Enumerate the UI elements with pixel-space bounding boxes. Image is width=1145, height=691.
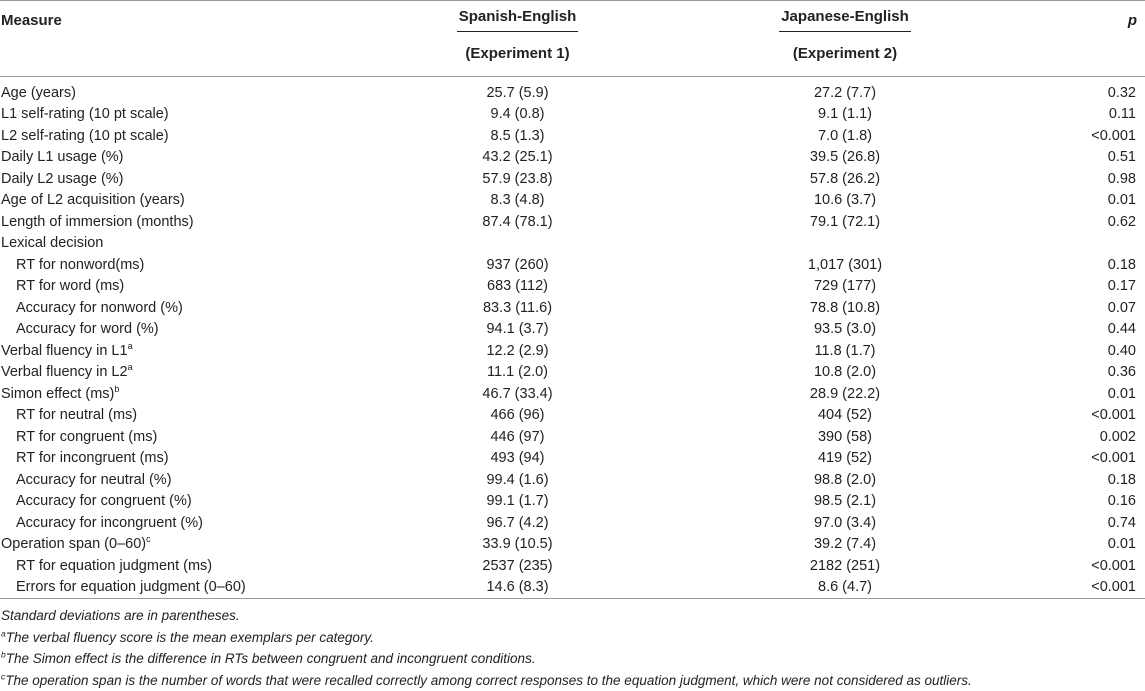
japanese-english-value: 79.1 (72.1)	[675, 211, 1015, 233]
japanese-english-value: 93.5 (3.0)	[675, 319, 1015, 341]
footnote-text: The verbal fluency score is the mean exemplars per category.	[6, 630, 374, 645]
japanese-english-value: 98.8 (2.0)	[675, 469, 1015, 491]
p-value: 0.01	[1015, 190, 1145, 212]
spanish-english-value: 8.5 (1.3)	[360, 125, 675, 147]
header-group-japanese-label: Japanese-English	[779, 8, 911, 32]
measure-label: Age of L2 acquisition (years)	[1, 192, 185, 208]
table-row	[0, 276, 1145, 298]
footnote-text: The Simon effect is the difference in RTs between congruent and incongruent conditions.	[6, 651, 536, 666]
japanese-english-value: 8.6 (4.7)	[675, 577, 1015, 599]
header-row	[0, 1, 1145, 39]
measure-label: Accuracy for neutral (%)	[16, 472, 172, 488]
spanish-english-value: 87.4 (78.1)	[360, 211, 675, 233]
japanese-english-value: 57.8 (26.2)	[675, 168, 1015, 190]
spanish-english-value: 57.9 (23.8)	[360, 168, 675, 190]
spanish-english-value: 33.9 (10.5)	[360, 534, 675, 556]
p-value	[1015, 233, 1145, 255]
p-value: 0.18	[1015, 469, 1145, 491]
japanese-english-value: 7.0 (1.8)	[675, 125, 1015, 147]
footnote-marker: a	[128, 341, 133, 351]
japanese-english-value: 390 (58)	[675, 426, 1015, 448]
measure-label: Accuracy for word (%)	[16, 321, 159, 337]
japanese-english-value: 1,017 (301)	[675, 254, 1015, 276]
table-row	[0, 448, 1145, 470]
measure-label: Simon effect (ms)	[1, 386, 114, 402]
japanese-english-value: 9.1 (1.1)	[675, 104, 1015, 126]
measure-label: L1 self-rating (10 pt scale)	[1, 106, 169, 122]
japanese-english-value: 97.0 (3.4)	[675, 512, 1015, 534]
measure-label: L2 self-rating (10 pt scale)	[1, 128, 169, 144]
japanese-english-value: 419 (52)	[675, 448, 1015, 470]
table-footnotes	[0, 605, 1145, 691]
spanish-english-value: 43.2 (25.1)	[360, 147, 675, 169]
p-value: <0.001	[1015, 405, 1145, 427]
measure-cell	[0, 405, 360, 427]
header-experiment-2: (Experiment 2)	[675, 39, 1015, 77]
p-value: 0.002	[1015, 426, 1145, 448]
p-value: 0.40	[1015, 340, 1145, 362]
measure-cell	[0, 168, 360, 190]
table-body	[0, 77, 1145, 599]
measure-cell	[0, 577, 360, 599]
p-value: <0.001	[1015, 555, 1145, 577]
header-measure: Measure	[0, 1, 360, 39]
table-row	[0, 534, 1145, 556]
p-value: <0.001	[1015, 448, 1145, 470]
spanish-english-value: 8.3 (4.8)	[360, 190, 675, 212]
table-row	[0, 254, 1145, 276]
spanish-english-value: 11.1 (2.0)	[360, 362, 675, 384]
p-value: 0.01	[1015, 383, 1145, 405]
measure-label: RT for nonword(ms)	[16, 257, 144, 273]
measure-label: RT for incongruent (ms)	[16, 450, 169, 466]
measure-cell	[0, 211, 360, 233]
p-value: 0.62	[1015, 211, 1145, 233]
p-value: 0.01	[1015, 534, 1145, 556]
spanish-english-value: 12.2 (2.9)	[360, 340, 675, 362]
measure-cell	[0, 77, 360, 104]
japanese-english-value: 404 (52)	[675, 405, 1015, 427]
measure-cell	[0, 448, 360, 470]
table-row	[0, 77, 1145, 104]
measure-cell	[0, 340, 360, 362]
p-value: 0.32	[1015, 77, 1145, 104]
japanese-english-value	[675, 233, 1015, 255]
measure-cell	[0, 491, 360, 513]
footnote-text: The operation span is the number of words that were recalled correctly among correct responses to the equation judgment, which were not considered as outliers.	[5, 673, 972, 688]
measure-cell	[0, 147, 360, 169]
header-group-spanish	[360, 1, 675, 39]
spanish-english-value: 683 (112)	[360, 276, 675, 298]
footnote-mark: a	[1, 628, 6, 638]
table-row	[0, 104, 1145, 126]
measure-cell	[0, 276, 360, 298]
p-value: 0.07	[1015, 297, 1145, 319]
spanish-english-value: 466 (96)	[360, 405, 675, 427]
table-row	[0, 233, 1145, 255]
measure-label: Verbal fluency in L1	[1, 343, 128, 359]
measure-cell	[0, 383, 360, 405]
table-row	[0, 512, 1145, 534]
measure-label: RT for equation judgment (ms)	[16, 558, 212, 574]
measure-label: RT for congruent (ms)	[16, 429, 157, 445]
p-value: 0.51	[1015, 147, 1145, 169]
table-row	[0, 491, 1145, 513]
p-value: 0.17	[1015, 276, 1145, 298]
footnote-marker: a	[128, 362, 133, 372]
table-row	[0, 297, 1145, 319]
table-row	[0, 577, 1145, 599]
footnote	[0, 627, 1145, 649]
measure-cell	[0, 534, 360, 556]
japanese-english-value: 2182 (251)	[675, 555, 1015, 577]
measure-label: Age (years)	[1, 85, 76, 101]
measure-cell	[0, 104, 360, 126]
spanish-english-value: 94.1 (3.7)	[360, 319, 675, 341]
p-value: 0.36	[1015, 362, 1145, 384]
footnote-text: Standard deviations are in parentheses.	[1, 608, 240, 623]
measure-label: Accuracy for congruent (%)	[16, 493, 192, 509]
measure-cell	[0, 297, 360, 319]
measure-cell	[0, 125, 360, 147]
japanese-english-value: 28.9 (22.2)	[675, 383, 1015, 405]
measure-label: RT for neutral (ms)	[16, 407, 137, 423]
p-value: 0.11	[1015, 104, 1145, 126]
footnote	[0, 648, 1145, 670]
japanese-english-value: 11.8 (1.7)	[675, 340, 1015, 362]
measure-label: Lexical decision	[1, 235, 103, 251]
spanish-english-value: 96.7 (4.2)	[360, 512, 675, 534]
spanish-english-value: 25.7 (5.9)	[360, 77, 675, 104]
japanese-english-value: 78.8 (10.8)	[675, 297, 1015, 319]
p-value: 0.74	[1015, 512, 1145, 534]
spanish-english-value: 14.6 (8.3)	[360, 577, 675, 599]
spanish-english-value: 99.4 (1.6)	[360, 469, 675, 491]
header-experiment-1: (Experiment 1)	[360, 39, 675, 77]
footnote-mark: c	[1, 671, 5, 681]
spanish-english-value: 937 (260)	[360, 254, 675, 276]
footnote-marker: c	[146, 534, 151, 544]
spanish-english-value: 99.1 (1.7)	[360, 491, 675, 513]
japanese-english-value: 98.5 (2.1)	[675, 491, 1015, 513]
header-p: p	[1015, 1, 1145, 39]
japanese-english-value: 39.2 (7.4)	[675, 534, 1015, 556]
japanese-english-value: 10.8 (2.0)	[675, 362, 1015, 384]
measure-label: Errors for equation judgment (0–60)	[16, 579, 246, 595]
table-row	[0, 211, 1145, 233]
measure-cell	[0, 512, 360, 534]
measure-label: Length of immersion (months)	[1, 214, 194, 230]
spanish-english-value	[360, 233, 675, 255]
table-row	[0, 405, 1145, 427]
p-value: <0.001	[1015, 125, 1145, 147]
header-group-spanish-label: Spanish-English	[457, 8, 579, 32]
japanese-english-value: 27.2 (7.7)	[675, 77, 1015, 104]
japanese-english-value: 10.6 (3.7)	[675, 190, 1015, 212]
measure-cell	[0, 426, 360, 448]
p-value: 0.98	[1015, 168, 1145, 190]
table-row	[0, 426, 1145, 448]
table-row	[0, 125, 1145, 147]
measure-cell	[0, 362, 360, 384]
table-row	[0, 555, 1145, 577]
table-row	[0, 469, 1145, 491]
table-row	[0, 190, 1145, 212]
footnote-mark: b	[1, 650, 6, 660]
measure-cell	[0, 190, 360, 212]
measure-cell	[0, 319, 360, 341]
measure-label: RT for word (ms)	[16, 278, 124, 294]
p-value: <0.001	[1015, 577, 1145, 599]
table-row	[0, 168, 1145, 190]
measure-label: Accuracy for nonword (%)	[16, 300, 183, 316]
measure-label: Operation span (0–60)	[1, 536, 146, 552]
p-value: 0.44	[1015, 319, 1145, 341]
japanese-english-value: 729 (177)	[675, 276, 1015, 298]
table-row	[0, 319, 1145, 341]
measure-label: Daily L2 usage (%)	[1, 171, 124, 187]
measure-cell	[0, 254, 360, 276]
table-row	[0, 362, 1145, 384]
header-subrow	[0, 39, 1145, 77]
measure-cell	[0, 469, 360, 491]
table-row	[0, 340, 1145, 362]
footnote	[0, 605, 1145, 627]
spanish-english-value: 446 (97)	[360, 426, 675, 448]
measure-label: Verbal fluency in L2	[1, 364, 128, 380]
spanish-english-value: 493 (94)	[360, 448, 675, 470]
p-value: 0.18	[1015, 254, 1145, 276]
spanish-english-value: 2537 (235)	[360, 555, 675, 577]
measure-label: Accuracy for incongruent (%)	[16, 515, 203, 531]
table-row	[0, 383, 1145, 405]
measure-label: Daily L1 usage (%)	[1, 149, 124, 165]
spanish-english-value: 46.7 (33.4)	[360, 383, 675, 405]
japanese-english-value: 39.5 (26.8)	[675, 147, 1015, 169]
table-row	[0, 147, 1145, 169]
header-group-japanese	[675, 1, 1015, 39]
measure-cell	[0, 555, 360, 577]
spanish-english-value: 83.3 (11.6)	[360, 297, 675, 319]
spanish-english-value: 9.4 (0.8)	[360, 104, 675, 126]
p-value: 0.16	[1015, 491, 1145, 513]
footnote-marker: b	[114, 384, 119, 394]
measure-cell	[0, 233, 360, 255]
